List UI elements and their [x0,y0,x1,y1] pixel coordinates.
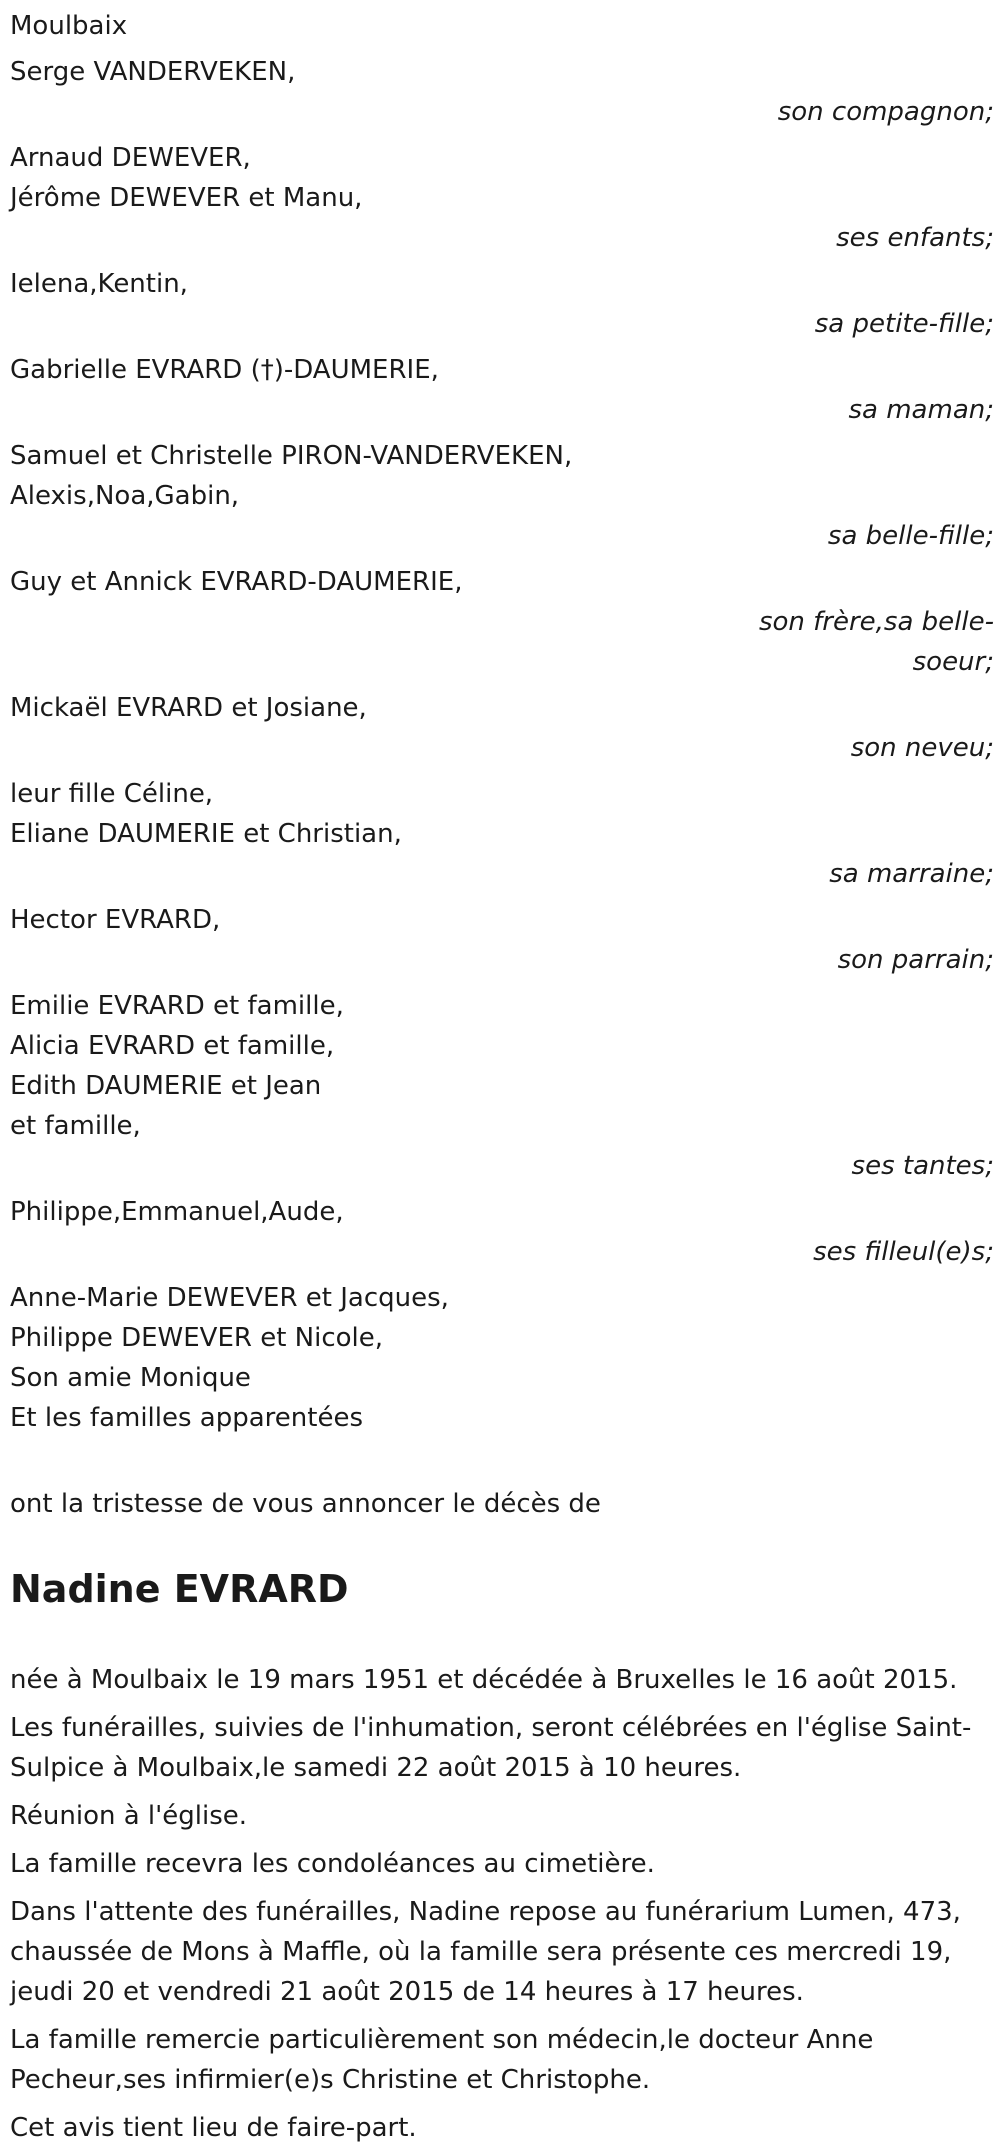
mourner-relation: ses enfants; [836,223,994,253]
mourner-group [10,350,1000,430]
mourner-name: Philippe,Emmanuel,Aude, [10,1197,344,1227]
mourner-group [10,688,1000,768]
mourner-name: Edith DAUMERIE et Jean [10,1071,322,1101]
mourner-relation: sa petite-fille; [814,309,994,339]
paragraph-meeting [10,1796,1000,1836]
mourner-group [10,264,1000,344]
mourner-group [10,138,1000,258]
mourner-name: Gabrielle EVRARD (†)-DAUMERIE, [10,355,439,385]
paragraph-line: Pecheur,ses infirmier(e)s Christine et Christophe. [10,2065,651,2095]
paragraph-line: Sulpice à Moulbaix,le samedi 22 août 2015 à 10 heures. [10,1753,742,1783]
mourner-name: Ielena,Kentin, [10,269,188,299]
mourner-relation: son frère,sa belle- [758,607,994,637]
paragraph-thanks [10,2020,1000,2100]
mourner-group [10,900,1000,980]
announcement-intro [10,1484,1000,1524]
paragraph-line: née à Moulbaix le 19 mars 1951 et décédée à Bruxelles le 16 août 2015. [10,1665,958,1695]
mourner-name: leur fille Céline, [10,779,214,809]
mourner-name: Alexis,Noa,Gabin, [10,481,240,511]
mourner-group [10,986,1000,1186]
mourner-name: Hector EVRARD, [10,905,221,935]
mourner-name: Philippe DEWEVER et Nicole, [10,1323,384,1353]
paragraph-line: Réunion à l'église. [10,1801,248,1831]
mourner-name: et famille, [10,1111,141,1141]
mourner-group [10,1278,1000,1438]
paragraph-line: chaussée de Mons à Maffle, où la famille sera présente ces mercredi 19, [10,1937,952,1967]
mourner-relation: ses filleul(e)s; [813,1237,994,1267]
paragraph-notice [10,2108,1000,2148]
mourner-group [10,562,1000,682]
mourner-relation: son compagnon; [777,97,994,127]
paragraph-line: Les funérailles, suivies de l'inhumation, seront célébrées en l'église Saint- [10,1713,972,1743]
mourner-relation: son parrain; [837,945,994,975]
mourner-name: Son amie Monique [10,1363,251,1393]
mourner-name: Mickaël EVRARD et Josiane, [10,693,367,723]
mourner-group [10,436,1000,556]
mourner-name: Samuel et Christelle PIRON-VANDERVEKEN, [10,441,573,471]
paragraph-line: La famille remercie particulièrement son médecin,le docteur Anne [10,2025,874,2055]
mourner-name: Jérôme DEWEVER et Manu, [10,183,363,213]
location [10,6,1000,46]
mourner-relation: sa marraine; [829,859,994,889]
paragraph-line: jeudi 20 et vendredi 21 août 2015 de 14 heures à 17 heures. [10,1977,804,2007]
deceased-name: Nadine EVRARD [10,1567,349,1611]
mourner-name: Alicia EVRARD et famille, [10,1031,335,1061]
obituary-notice [0,6,1000,2148]
mourner-name: Eliane DAUMERIE et Christian, [10,819,402,849]
mourner-name: Anne-Marie DEWEVER et Jacques, [10,1283,449,1313]
paragraph-line: Cet avis tient lieu de faire-part. [10,2113,417,2143]
mourner-group [10,52,1000,132]
intro-text: ont la tristesse de vous annoncer le décès de [10,1489,601,1519]
mourner-group [10,774,1000,894]
mourner-group [10,1192,1000,1272]
mourner-relation: sa maman; [848,395,994,425]
location-text: Moulbaix [10,11,128,41]
mourner-name: Guy et Annick EVRARD-DAUMERIE, [10,567,463,597]
paragraph-line: Dans l'attente des funérailles, Nadine repose au funérarium Lumen, 473, [10,1897,961,1927]
mourner-name: Serge VANDERVEKEN, [10,57,296,87]
mourner-name: Arnaud DEWEVER, [10,143,251,173]
mourner-name: Et les familles apparentées [10,1403,364,1433]
mourner-relation: sa belle-fille; [827,521,994,551]
mourner-relation: ses tantes; [851,1151,994,1181]
mourner-name: Emilie EVRARD et famille, [10,991,344,1021]
paragraph-line: La famille recevra les condoléances au cimetière. [10,1849,655,1879]
paragraph-funeral [10,1708,1000,1788]
paragraph-birth-death [10,1660,1000,1700]
mourner-relation: son neveu; [850,733,994,763]
mourner-relation: soeur; [912,647,994,677]
paragraph-funerarium [10,1892,1000,2012]
paragraph-condolences [10,1844,1000,1884]
